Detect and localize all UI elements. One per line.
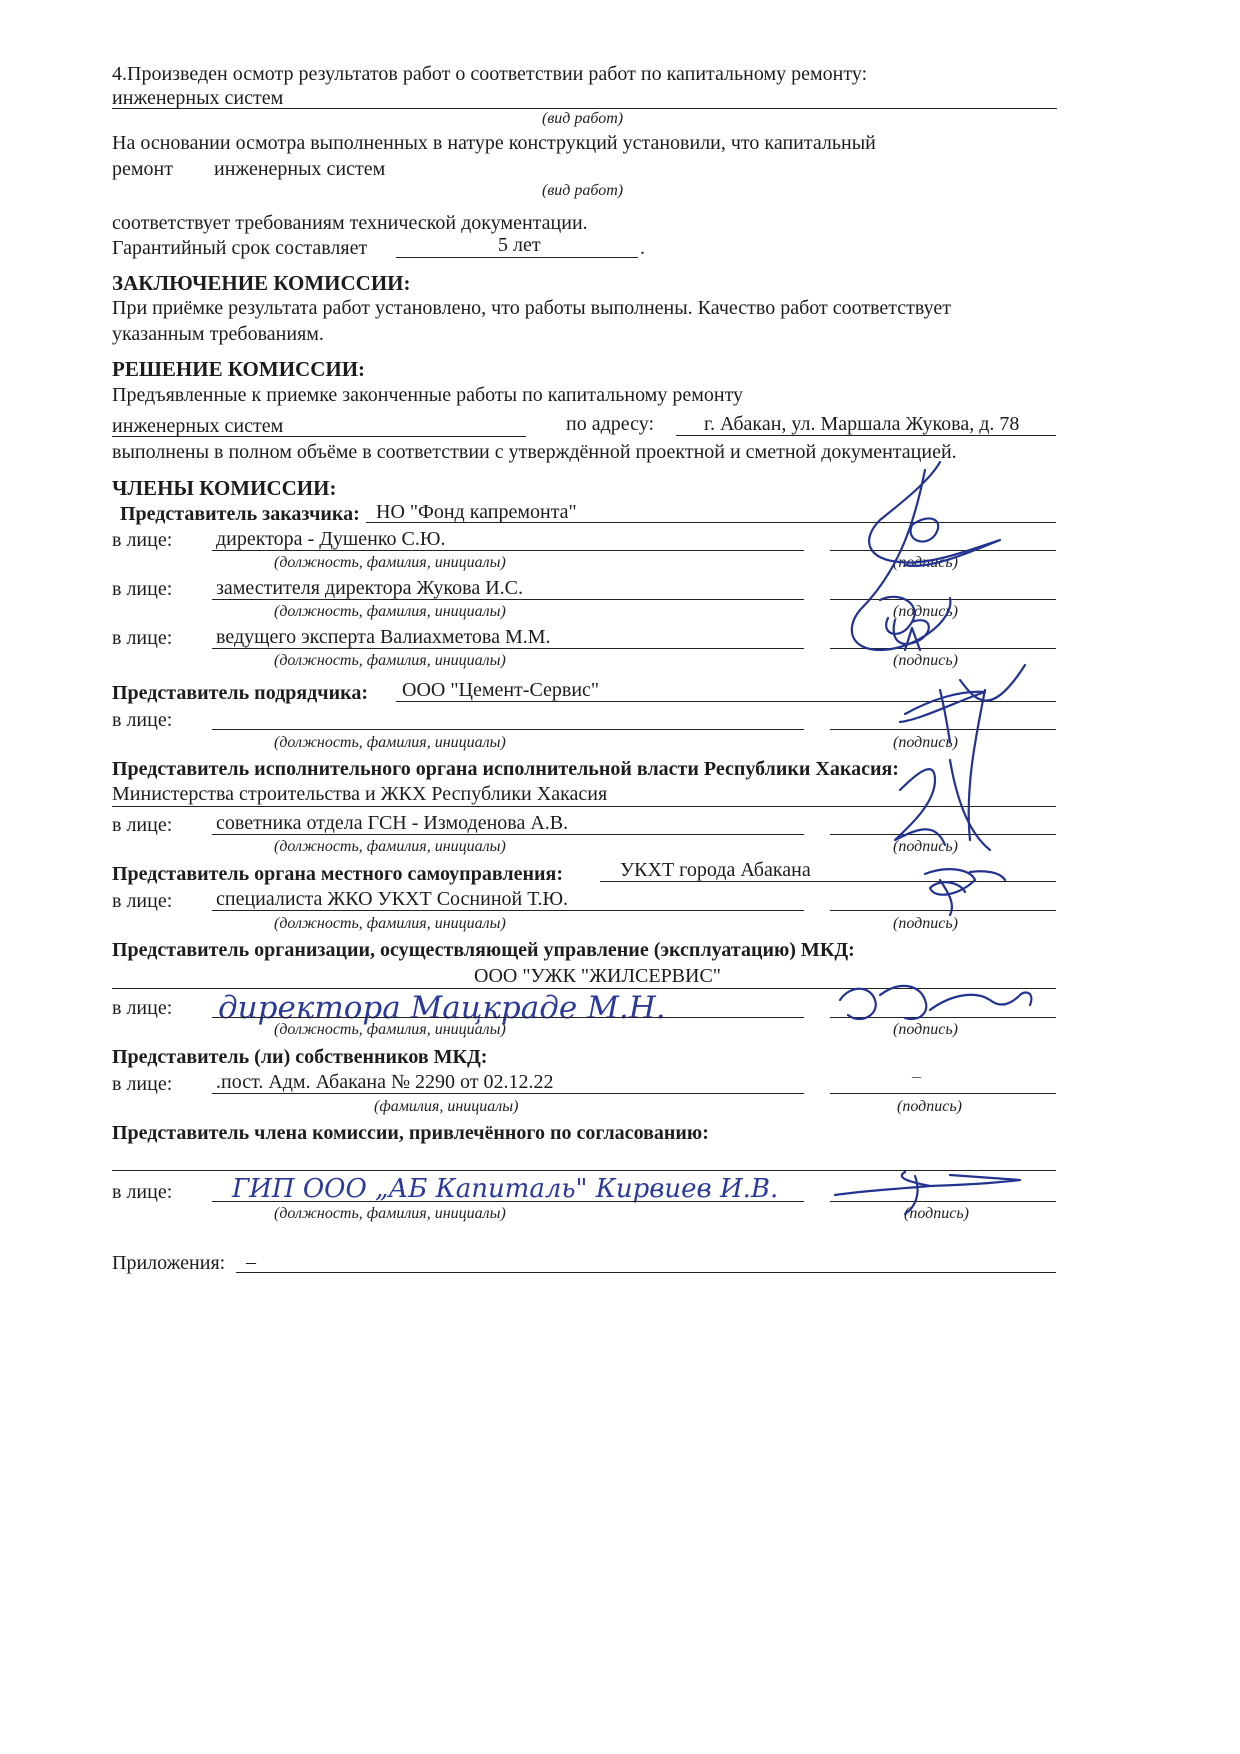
in-person-label: в лице: [112,890,173,912]
caption-sign: (подпись) [893,652,958,669]
in-person-label: в лице: [112,529,173,551]
contractor-label: Представитель подрядчика: [112,682,368,704]
in-person-label: в лице: [112,1181,173,1203]
caption-sign: (подпись) [893,734,958,751]
in-person-label: в лице: [112,814,173,836]
signature-executive [895,690,990,850]
signature-customer-1 [869,462,1000,566]
section4-repair-label: ремонт [112,158,173,180]
signature-mgmt [840,986,1031,1019]
attachments-label: Приложения: [112,1252,226,1274]
executive-person-1: советника отдела ГСН - Измоденова А.В. [216,812,569,834]
conclusion-heading: ЗАКЛЮЧЕНИЕ КОМИССИИ: [112,271,411,295]
attachments-value: – [246,1251,256,1273]
local-value: УКХТ города Абакана [620,859,811,881]
signature-contractor [900,665,1025,742]
agreed-handwritten-name: ГИП ООО „АБ Капиталь" Кирвиев И.В. [232,1174,779,1204]
caption-sign: (подпись) [904,1205,969,1222]
signature-local [925,869,1005,915]
decision-address-label: по адресу: [566,413,655,435]
agreed-label: Представитель члена комиссии, привлечённого по согласованию: [112,1122,709,1144]
caption-sign: (подпись) [893,554,958,571]
caption-sign: (подпись) [897,1098,962,1115]
local-person-1: специалиста ЖКО УКХТ Сосниной Т.Ю. [216,888,569,910]
decision-work: инженерных систем [112,415,284,437]
caption-person: (должность, фамилия, инициалы) [274,1021,506,1038]
customer-person-3: ведущего эксперта Валиахметова М.М. [216,626,551,648]
customer-value: НО "Фонд капремонта" [376,501,577,523]
caption-name: (фамилия, инициалы) [374,1098,519,1115]
decision-address: г. Абакан, ул. Маршала Жукова, д. 78 [704,413,1020,435]
mgmt-handwritten-name: директора Мацкраде М.Н. [218,990,666,1026]
caption-work-type-2: (вид работ) [542,182,624,199]
caption-work-type: (вид работ) [542,110,624,127]
warranty-label: Гарантийный срок составляет [112,237,368,259]
mgmt-value: ООО "УЖК "ЖИЛСЕРВИС" [474,965,721,987]
caption-person: (должность, фамилия, инициалы) [274,554,506,571]
executive-label: Представитель исполнительного органа исполнительной власти Республики Хакасия: [112,758,899,780]
contractor-value: ООО "Цемент-Сервис" [402,679,600,701]
caption-sign: (подпись) [893,1021,958,1038]
warranty-end: . [640,237,645,259]
conclusion-line1: При приёмке результата работ установлено, что работы выполнены. Качество работ соответствует [112,297,951,319]
section4-work-type: инженерных систем [112,87,284,109]
caption-person: (должность, фамилия, инициалы) [274,734,506,751]
owners-person-1: .пост. Адм. Абакана № 2290 от 02.12.22 [216,1071,554,1093]
section4-line1: 4.Произведен осмотр результатов работ о соответствии работ по капитальному ремонту: [112,63,868,85]
caption-sign: (подпись) [893,838,958,855]
caption-person: (должность, фамилия, инициалы) [274,603,506,620]
decision-line1: Предъявленные к приемке законченные работы по капитальному ремонту [112,384,744,406]
customer-label: Представитель заказчика: [120,503,360,525]
decision-line3: выполнены в полном объёме в соответствии с утверждённой проектной и сметной документацией. [112,441,957,463]
owners-sign-dash: – [912,1066,921,1086]
in-person-label: в лице: [112,1073,173,1095]
in-person-label: в лице: [112,627,173,649]
caption-person: (должность, фамилия, инициалы) [274,838,506,855]
executive-value: Министерства строительства и ЖКХ Республики Хакасия [112,783,608,805]
caption-person: (должность, фамилия, инициалы) [274,652,506,669]
customer-person-1: директора - Душенко С.Ю. [216,528,446,550]
section4-repair-value: инженерных систем [214,158,386,180]
signature-agreed [835,1172,1020,1214]
decision-heading: РЕШЕНИЕ КОМИССИИ: [112,357,366,381]
members-heading: ЧЛЕНЫ КОМИССИИ: [112,476,337,500]
in-person-label: в лице: [112,578,173,600]
mgmt-label: Представитель организации, осуществляющей управление (эксплуатацию) МКД: [112,939,855,961]
in-person-label: в лице: [112,997,173,1019]
local-label: Представитель органа местного самоуправления: [112,863,563,885]
owners-label: Представитель (ли) собственников МКД: [112,1046,488,1068]
section4-conforms: соответствует требованиям технической документации. [112,212,588,234]
section4-basis-line: На основании осмотра выполненных в натуре конструкций установили, что капитальный [112,132,876,154]
caption-person: (должность, фамилия, инициалы) [274,915,506,932]
caption-person: (должность, фамилия, инициалы) [274,1205,506,1222]
customer-person-2: заместителя директора Жукова И.С. [216,577,523,599]
caption-sign: (подпись) [893,603,958,620]
in-person-label: в лице: [112,709,173,731]
caption-sign: (подпись) [893,915,958,932]
conclusion-line2: указанным требованиям. [112,323,324,345]
warranty-value: 5 лет [498,234,541,256]
